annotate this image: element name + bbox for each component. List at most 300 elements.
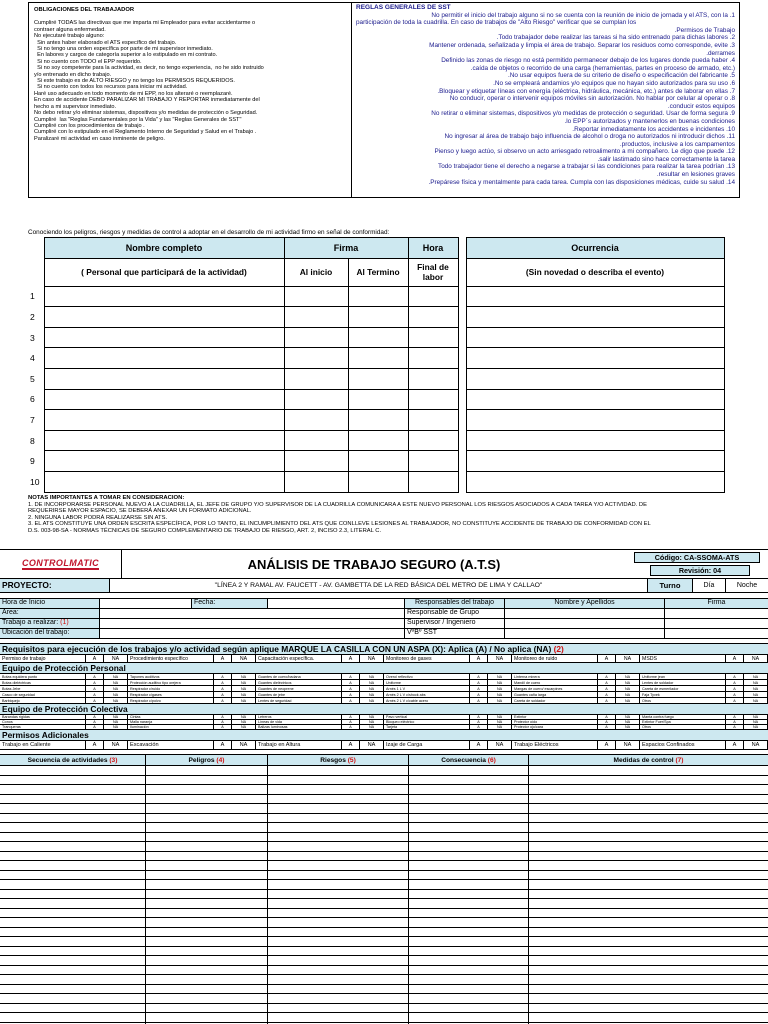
firma-termino-field[interactable] <box>348 327 408 348</box>
secuencia-cell[interactable] <box>0 975 146 984</box>
consecuencia-cell[interactable] <box>409 1004 529 1013</box>
aplica-checkbox[interactable]: A <box>726 741 744 749</box>
no-aplica-checkbox[interactable]: NA <box>616 680 640 685</box>
riesgos-cell[interactable] <box>268 852 409 861</box>
consecuencia-cell[interactable] <box>409 785 529 794</box>
peligros-cell[interactable] <box>146 947 268 956</box>
aplica-checkbox[interactable]: A <box>470 655 488 662</box>
aplica-checkbox[interactable]: A <box>470 715 488 719</box>
riesgos-cell[interactable] <box>268 880 409 889</box>
riesgos-cell[interactable] <box>268 928 409 937</box>
medidas-cell[interactable] <box>529 937 768 946</box>
secuencia-cell[interactable] <box>0 766 146 775</box>
medidas-cell[interactable] <box>529 823 768 832</box>
peligros-cell[interactable] <box>146 994 268 1003</box>
aplica-checkbox[interactable]: A <box>214 686 232 691</box>
vb-sst-firma[interactable] <box>665 629 768 638</box>
riesgos-cell[interactable] <box>268 1013 409 1022</box>
no-aplica-checkbox[interactable]: NA <box>104 720 128 724</box>
consecuencia-cell[interactable] <box>409 814 529 823</box>
nombre-field[interactable] <box>44 430 284 451</box>
medidas-cell[interactable] <box>529 880 768 889</box>
aplica-checkbox[interactable]: A <box>86 741 104 749</box>
riesgos-cell[interactable] <box>268 909 409 918</box>
consecuencia-cell[interactable] <box>409 880 529 889</box>
consecuencia-cell[interactable] <box>409 795 529 804</box>
no-aplica-checkbox[interactable]: NA <box>488 674 512 679</box>
hora-inicio-field[interactable] <box>100 599 192 608</box>
consecuencia-cell[interactable] <box>409 852 529 861</box>
no-aplica-checkbox[interactable]: NA <box>616 674 640 679</box>
no-aplica-checkbox[interactable]: NA <box>232 725 256 729</box>
supervisor-nombre[interactable] <box>505 619 665 628</box>
no-aplica-checkbox[interactable]: NA <box>104 674 128 679</box>
secuencia-cell[interactable] <box>0 814 146 823</box>
aplica-checkbox[interactable]: A <box>726 686 744 691</box>
aplica-checkbox[interactable]: A <box>726 680 744 685</box>
firma-inicio-field[interactable] <box>284 307 348 328</box>
peligros-cell[interactable] <box>146 804 268 813</box>
aplica-checkbox[interactable]: A <box>726 698 744 703</box>
consecuencia-cell[interactable] <box>409 909 529 918</box>
peligros-cell[interactable] <box>146 918 268 927</box>
no-aplica-checkbox[interactable]: NA <box>744 698 768 703</box>
no-aplica-checkbox[interactable]: NA <box>360 680 384 685</box>
ocurrencia-field[interactable] <box>466 348 724 369</box>
no-aplica-checkbox[interactable]: NA <box>488 720 512 724</box>
no-aplica-checkbox[interactable]: NA <box>232 680 256 685</box>
aplica-checkbox[interactable]: A <box>342 725 360 729</box>
peligros-cell[interactable] <box>146 956 268 965</box>
secuencia-cell[interactable] <box>0 833 146 842</box>
secuencia-cell[interactable] <box>0 890 146 899</box>
ocurrencia-field[interactable] <box>466 410 724 431</box>
aplica-checkbox[interactable]: A <box>214 692 232 697</box>
peligros-cell[interactable] <box>146 776 268 785</box>
secuencia-cell[interactable] <box>0 947 146 956</box>
firma-termino-field[interactable] <box>348 348 408 369</box>
no-aplica-checkbox[interactable]: NA <box>616 715 640 719</box>
peligros-cell[interactable] <box>146 937 268 946</box>
medidas-cell[interactable] <box>529 861 768 870</box>
ocurrencia-field[interactable] <box>466 327 724 348</box>
medidas-cell[interactable] <box>529 1013 768 1022</box>
no-aplica-checkbox[interactable]: NA <box>360 715 384 719</box>
resp-grupo-nombre[interactable] <box>505 609 665 618</box>
nombre-field[interactable] <box>44 471 284 492</box>
nombre-field[interactable] <box>44 286 284 307</box>
no-aplica-checkbox[interactable]: NA <box>616 741 640 749</box>
secuencia-cell[interactable] <box>0 795 146 804</box>
aplica-checkbox[interactable]: A <box>598 741 616 749</box>
peligros-cell[interactable] <box>146 909 268 918</box>
riesgos-cell[interactable] <box>268 956 409 965</box>
firma-termino-field[interactable] <box>348 410 408 431</box>
riesgos-cell[interactable] <box>268 871 409 880</box>
secuencia-cell[interactable] <box>0 937 146 946</box>
aplica-checkbox[interactable]: A <box>86 692 104 697</box>
peligros-cell[interactable] <box>146 795 268 804</box>
riesgos-cell[interactable] <box>268 975 409 984</box>
aplica-checkbox[interactable]: A <box>470 720 488 724</box>
aplica-checkbox[interactable]: A <box>726 674 744 679</box>
medidas-cell[interactable] <box>529 814 768 823</box>
secuencia-cell[interactable] <box>0 899 146 908</box>
consecuencia-cell[interactable] <box>409 766 529 775</box>
aplica-checkbox[interactable]: A <box>598 698 616 703</box>
peligros-cell[interactable] <box>146 1004 268 1013</box>
firma-termino-field[interactable] <box>348 430 408 451</box>
medidas-cell[interactable] <box>529 766 768 775</box>
no-aplica-checkbox[interactable]: NA <box>232 715 256 719</box>
no-aplica-checkbox[interactable]: NA <box>744 680 768 685</box>
firma-inicio-field[interactable] <box>284 327 348 348</box>
medidas-cell[interactable] <box>529 890 768 899</box>
consecuencia-cell[interactable] <box>409 985 529 994</box>
riesgos-cell[interactable] <box>268 842 409 851</box>
consecuencia-cell[interactable] <box>409 823 529 832</box>
supervisor-firma[interactable] <box>665 619 768 628</box>
no-aplica-checkbox[interactable]: NA <box>104 698 128 703</box>
aplica-checkbox[interactable]: A <box>726 715 744 719</box>
aplica-checkbox[interactable]: A <box>342 741 360 749</box>
riesgos-cell[interactable] <box>268 814 409 823</box>
medidas-cell[interactable] <box>529 899 768 908</box>
consecuencia-cell[interactable] <box>409 776 529 785</box>
no-aplica-checkbox[interactable]: NA <box>104 692 128 697</box>
peligros-cell[interactable] <box>146 852 268 861</box>
consecuencia-cell[interactable] <box>409 937 529 946</box>
riesgos-cell[interactable] <box>268 785 409 794</box>
peligros-cell[interactable] <box>146 871 268 880</box>
area-field[interactable] <box>100 609 405 618</box>
no-aplica-checkbox[interactable]: NA <box>744 674 768 679</box>
ocurrencia-field[interactable] <box>466 307 724 328</box>
peligros-cell[interactable] <box>146 842 268 851</box>
no-aplica-checkbox[interactable]: NA <box>744 725 768 729</box>
medidas-cell[interactable] <box>529 1004 768 1013</box>
consecuencia-cell[interactable] <box>409 899 529 908</box>
no-aplica-checkbox[interactable]: NA <box>488 655 512 662</box>
no-aplica-checkbox[interactable]: NA <box>232 720 256 724</box>
consecuencia-cell[interactable] <box>409 833 529 842</box>
aplica-checkbox[interactable]: A <box>726 655 744 662</box>
aplica-checkbox[interactable]: A <box>470 725 488 729</box>
consecuencia-cell[interactable] <box>409 804 529 813</box>
aplica-checkbox[interactable]: A <box>598 720 616 724</box>
aplica-checkbox[interactable]: A <box>470 698 488 703</box>
riesgos-cell[interactable] <box>268 804 409 813</box>
medidas-cell[interactable] <box>529 776 768 785</box>
firma-inicio-field[interactable] <box>284 451 348 472</box>
aplica-checkbox[interactable]: A <box>86 720 104 724</box>
no-aplica-checkbox[interactable]: NA <box>104 725 128 729</box>
secuencia-cell[interactable] <box>0 842 146 851</box>
hora-final-field[interactable] <box>408 286 458 307</box>
consecuencia-cell[interactable] <box>409 928 529 937</box>
ocurrencia-field[interactable] <box>466 430 724 451</box>
aplica-checkbox[interactable]: A <box>342 686 360 691</box>
turno-noche[interactable]: Noche <box>736 582 758 589</box>
medidas-cell[interactable] <box>529 956 768 965</box>
aplica-checkbox[interactable]: A <box>342 680 360 685</box>
aplica-checkbox[interactable]: A <box>214 655 232 662</box>
peligros-cell[interactable] <box>146 1013 268 1022</box>
nombre-field[interactable] <box>44 451 284 472</box>
no-aplica-checkbox[interactable]: NA <box>744 686 768 691</box>
aplica-checkbox[interactable]: A <box>86 698 104 703</box>
no-aplica-checkbox[interactable]: NA <box>360 692 384 697</box>
nombre-field[interactable] <box>44 410 284 431</box>
aplica-checkbox[interactable]: A <box>342 692 360 697</box>
consecuencia-cell[interactable] <box>409 871 529 880</box>
no-aplica-checkbox[interactable]: NA <box>616 686 640 691</box>
secuencia-cell[interactable] <box>0 918 146 927</box>
aplica-checkbox[interactable]: A <box>214 720 232 724</box>
aplica-checkbox[interactable]: A <box>470 741 488 749</box>
nombre-field[interactable] <box>44 307 284 328</box>
no-aplica-checkbox[interactable]: NA <box>360 741 384 749</box>
medidas-cell[interactable] <box>529 975 768 984</box>
firma-termino-field[interactable] <box>348 368 408 389</box>
medidas-cell[interactable] <box>529 852 768 861</box>
no-aplica-checkbox[interactable]: NA <box>360 655 384 662</box>
aplica-checkbox[interactable]: A <box>598 715 616 719</box>
firma-inicio-field[interactable] <box>284 389 348 410</box>
peligros-cell[interactable] <box>146 975 268 984</box>
no-aplica-checkbox[interactable]: NA <box>232 655 256 662</box>
hora-final-field[interactable] <box>408 307 458 328</box>
firma-inicio-field[interactable] <box>284 430 348 451</box>
aplica-checkbox[interactable]: A <box>726 692 744 697</box>
secuencia-cell[interactable] <box>0 852 146 861</box>
riesgos-cell[interactable] <box>268 861 409 870</box>
peligros-cell[interactable] <box>146 861 268 870</box>
no-aplica-checkbox[interactable]: NA <box>488 725 512 729</box>
secuencia-cell[interactable] <box>0 880 146 889</box>
peligros-cell[interactable] <box>146 899 268 908</box>
no-aplica-checkbox[interactable]: NA <box>488 686 512 691</box>
hora-final-field[interactable] <box>408 327 458 348</box>
secuencia-cell[interactable] <box>0 785 146 794</box>
medidas-cell[interactable] <box>529 833 768 842</box>
aplica-checkbox[interactable]: A <box>86 686 104 691</box>
trabajo-field[interactable] <box>100 619 405 628</box>
no-aplica-checkbox[interactable]: NA <box>232 686 256 691</box>
secuencia-cell[interactable] <box>0 909 146 918</box>
consecuencia-cell[interactable] <box>409 918 529 927</box>
secuencia-cell[interactable] <box>0 804 146 813</box>
no-aplica-checkbox[interactable]: NA <box>488 741 512 749</box>
riesgos-cell[interactable] <box>268 937 409 946</box>
medidas-cell[interactable] <box>529 985 768 994</box>
no-aplica-checkbox[interactable]: NA <box>616 655 640 662</box>
resp-grupo-firma[interactable] <box>665 609 768 618</box>
secuencia-cell[interactable] <box>0 966 146 975</box>
secuencia-cell[interactable] <box>0 1004 146 1013</box>
hora-final-field[interactable] <box>408 451 458 472</box>
peligros-cell[interactable] <box>146 966 268 975</box>
secuencia-cell[interactable] <box>0 871 146 880</box>
firma-termino-field[interactable] <box>348 451 408 472</box>
aplica-checkbox[interactable]: A <box>342 715 360 719</box>
peligros-cell[interactable] <box>146 880 268 889</box>
aplica-checkbox[interactable]: A <box>214 680 232 685</box>
riesgos-cell[interactable] <box>268 833 409 842</box>
consecuencia-cell[interactable] <box>409 890 529 899</box>
peligros-cell[interactable] <box>146 823 268 832</box>
no-aplica-checkbox[interactable]: NA <box>104 686 128 691</box>
nombre-field[interactable] <box>44 368 284 389</box>
no-aplica-checkbox[interactable]: NA <box>744 715 768 719</box>
firma-termino-field[interactable] <box>348 389 408 410</box>
aplica-checkbox[interactable]: A <box>214 674 232 679</box>
firma-inicio-field[interactable] <box>284 286 348 307</box>
aplica-checkbox[interactable]: A <box>598 725 616 729</box>
secuencia-cell[interactable] <box>0 985 146 994</box>
no-aplica-checkbox[interactable]: NA <box>488 680 512 685</box>
firma-termino-field[interactable] <box>348 286 408 307</box>
turno-dia[interactable]: Día <box>693 579 726 592</box>
no-aplica-checkbox[interactable]: NA <box>104 715 128 719</box>
peligros-cell[interactable] <box>146 833 268 842</box>
consecuencia-cell[interactable] <box>409 1013 529 1022</box>
peligros-cell[interactable] <box>146 985 268 994</box>
secuencia-cell[interactable] <box>0 776 146 785</box>
peligros-cell[interactable] <box>146 890 268 899</box>
no-aplica-checkbox[interactable]: NA <box>232 692 256 697</box>
nombre-field[interactable] <box>44 389 284 410</box>
vb-sst-nombre[interactable] <box>505 629 665 638</box>
no-aplica-checkbox[interactable]: NA <box>488 692 512 697</box>
consecuencia-cell[interactable] <box>409 842 529 851</box>
aplica-checkbox[interactable]: A <box>598 680 616 685</box>
no-aplica-checkbox[interactable]: NA <box>360 674 384 679</box>
hora-final-field[interactable] <box>408 430 458 451</box>
aplica-checkbox[interactable]: A <box>86 680 104 685</box>
peligros-cell[interactable] <box>146 928 268 937</box>
medidas-cell[interactable] <box>529 795 768 804</box>
peligros-cell[interactable] <box>146 766 268 775</box>
aplica-checkbox[interactable]: A <box>470 674 488 679</box>
aplica-checkbox[interactable]: A <box>342 720 360 724</box>
peligros-cell[interactable] <box>146 785 268 794</box>
hora-final-field[interactable] <box>408 389 458 410</box>
riesgos-cell[interactable] <box>268 985 409 994</box>
medidas-cell[interactable] <box>529 966 768 975</box>
no-aplica-checkbox[interactable]: NA <box>360 725 384 729</box>
no-aplica-checkbox[interactable]: NA <box>104 741 128 749</box>
riesgos-cell[interactable] <box>268 890 409 899</box>
riesgos-cell[interactable] <box>268 947 409 956</box>
no-aplica-checkbox[interactable]: NA <box>104 680 128 685</box>
medidas-cell[interactable] <box>529 994 768 1003</box>
firma-termino-field[interactable] <box>348 307 408 328</box>
consecuencia-cell[interactable] <box>409 966 529 975</box>
hora-final-field[interactable] <box>408 348 458 369</box>
aplica-checkbox[interactable]: A <box>86 725 104 729</box>
aplica-checkbox[interactable]: A <box>214 741 232 749</box>
firma-inicio-field[interactable] <box>284 368 348 389</box>
no-aplica-checkbox[interactable]: NA <box>744 692 768 697</box>
aplica-checkbox[interactable]: A <box>726 720 744 724</box>
consecuencia-cell[interactable] <box>409 947 529 956</box>
no-aplica-checkbox[interactable]: NA <box>104 655 128 662</box>
medidas-cell[interactable] <box>529 804 768 813</box>
no-aplica-checkbox[interactable]: NA <box>616 698 640 703</box>
aplica-checkbox[interactable]: A <box>598 655 616 662</box>
aplica-checkbox[interactable]: A <box>470 692 488 697</box>
consecuencia-cell[interactable] <box>409 975 529 984</box>
aplica-checkbox[interactable]: A <box>342 698 360 703</box>
no-aplica-checkbox[interactable]: NA <box>744 741 768 749</box>
riesgos-cell[interactable] <box>268 966 409 975</box>
ubicacion-field[interactable] <box>100 629 405 638</box>
ocurrencia-field[interactable] <box>466 368 724 389</box>
no-aplica-checkbox[interactable]: NA <box>360 698 384 703</box>
firma-inicio-field[interactable] <box>284 471 348 492</box>
secuencia-cell[interactable] <box>0 1013 146 1022</box>
hora-final-field[interactable] <box>408 368 458 389</box>
secuencia-cell[interactable] <box>0 994 146 1003</box>
ocurrencia-field[interactable] <box>466 471 724 492</box>
no-aplica-checkbox[interactable]: NA <box>616 720 640 724</box>
aplica-checkbox[interactable]: A <box>342 655 360 662</box>
no-aplica-checkbox[interactable]: NA <box>488 715 512 719</box>
riesgos-cell[interactable] <box>268 776 409 785</box>
no-aplica-checkbox[interactable]: NA <box>360 686 384 691</box>
firma-inicio-field[interactable] <box>284 410 348 431</box>
no-aplica-checkbox[interactable]: NA <box>616 725 640 729</box>
medidas-cell[interactable] <box>529 842 768 851</box>
riesgos-cell[interactable] <box>268 918 409 927</box>
no-aplica-checkbox[interactable]: NA <box>232 741 256 749</box>
ocurrencia-field[interactable] <box>466 451 724 472</box>
riesgos-cell[interactable] <box>268 994 409 1003</box>
no-aplica-checkbox[interactable]: NA <box>232 698 256 703</box>
no-aplica-checkbox[interactable]: NA <box>744 655 768 662</box>
medidas-cell[interactable] <box>529 928 768 937</box>
peligros-cell[interactable] <box>146 814 268 823</box>
no-aplica-checkbox[interactable]: NA <box>744 720 768 724</box>
aplica-checkbox[interactable]: A <box>214 715 232 719</box>
secuencia-cell[interactable] <box>0 928 146 937</box>
firma-termino-field[interactable] <box>348 471 408 492</box>
no-aplica-checkbox[interactable]: NA <box>360 720 384 724</box>
consecuencia-cell[interactable] <box>409 956 529 965</box>
medidas-cell[interactable] <box>529 871 768 880</box>
aplica-checkbox[interactable]: A <box>86 715 104 719</box>
hora-final-field[interactable] <box>408 471 458 492</box>
aplica-checkbox[interactable]: A <box>598 674 616 679</box>
fecha-field[interactable] <box>268 599 405 608</box>
aplica-checkbox[interactable]: A <box>470 680 488 685</box>
aplica-checkbox[interactable]: A <box>214 725 232 729</box>
aplica-checkbox[interactable]: A <box>470 686 488 691</box>
ocurrencia-field[interactable] <box>466 286 724 307</box>
riesgos-cell[interactable] <box>268 899 409 908</box>
aplica-checkbox[interactable]: A <box>342 674 360 679</box>
no-aplica-checkbox[interactable]: NA <box>232 674 256 679</box>
medidas-cell[interactable] <box>529 909 768 918</box>
medidas-cell[interactable] <box>529 918 768 927</box>
aplica-checkbox[interactable]: A <box>86 655 104 662</box>
riesgos-cell[interactable] <box>268 766 409 775</box>
secuencia-cell[interactable] <box>0 956 146 965</box>
no-aplica-checkbox[interactable]: NA <box>616 692 640 697</box>
aplica-checkbox[interactable]: A <box>214 698 232 703</box>
consecuencia-cell[interactable] <box>409 861 529 870</box>
